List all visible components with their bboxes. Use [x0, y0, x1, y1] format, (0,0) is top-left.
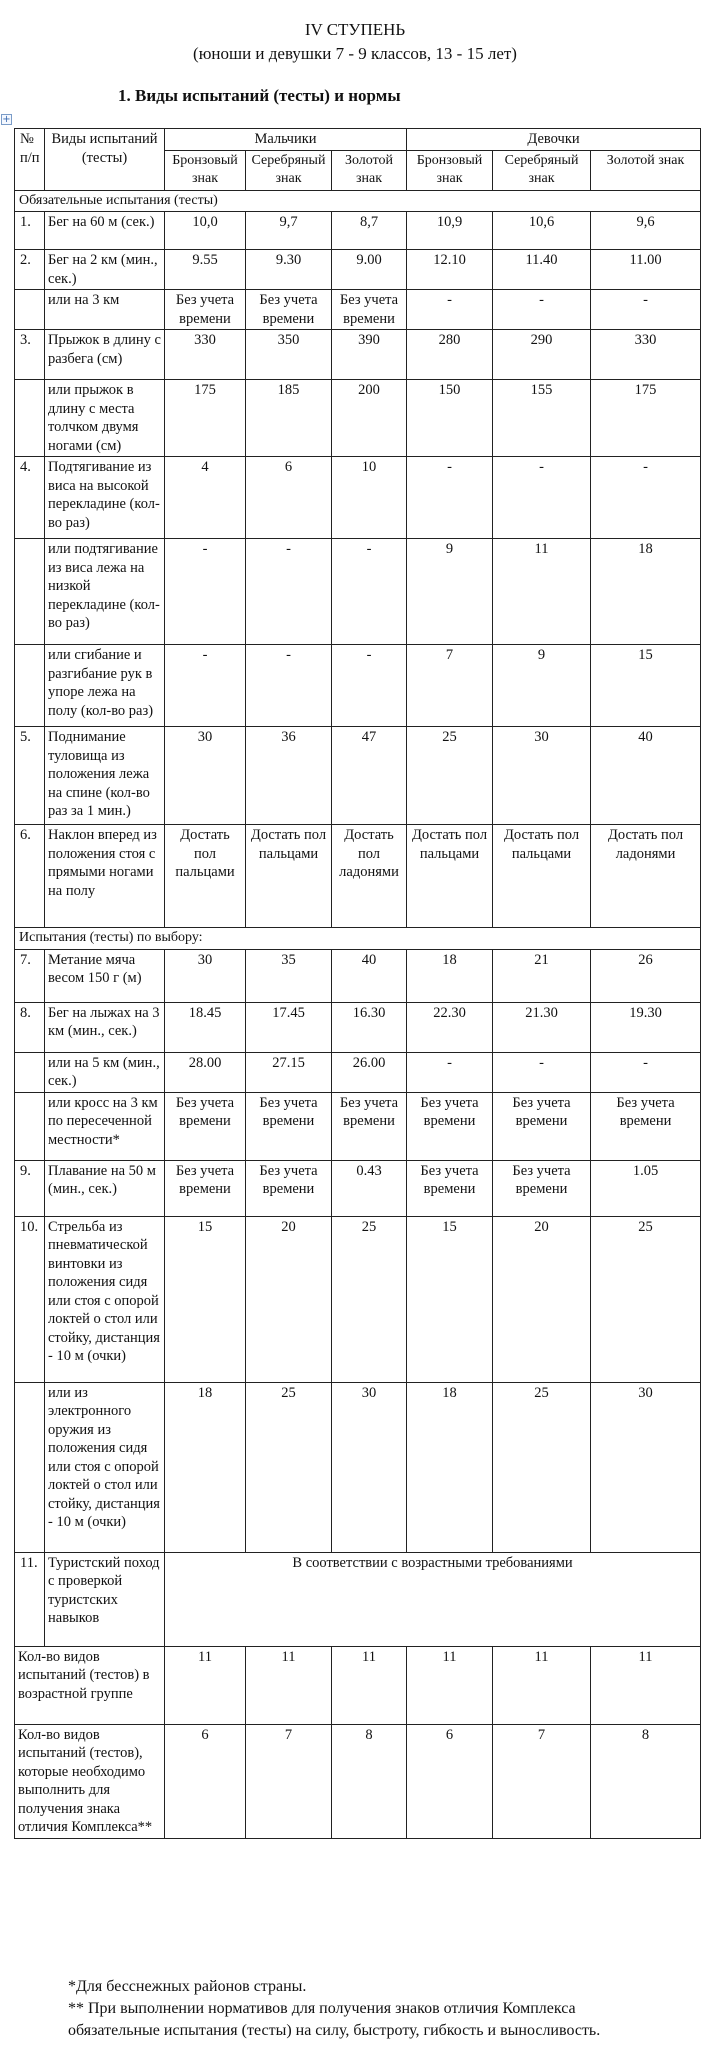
table-row — [15, 1382, 701, 1552]
norm-value: Без учета времени — [246, 1160, 332, 1216]
norm-value: 40 — [332, 949, 407, 1002]
norm-value: Без учета времени — [407, 1092, 493, 1160]
footnotes — [68, 1976, 600, 2042]
norm-value: 20 — [246, 1216, 332, 1382]
norm-value: 185 — [246, 380, 332, 457]
row-number — [15, 290, 45, 330]
count-required-row — [15, 1724, 701, 1838]
row-number: 8. — [15, 1002, 45, 1052]
page-subtitle: (юноши и девушки 7 - 9 классов, 13 - 15 лет) — [193, 44, 517, 63]
norm-value: 9,6 — [591, 212, 701, 250]
norm-value: Без учета времени — [165, 1160, 246, 1216]
test-name: или из электронного оружия из положения сидя или стоя с опорой локтей о стол или стойку, дистанция - 10 м (очки) — [45, 1382, 165, 1552]
table-row — [15, 457, 701, 539]
count-total-row — [15, 1646, 701, 1724]
row-number — [15, 1092, 45, 1160]
norm-value: Без учета времени — [407, 1160, 493, 1216]
norm-value: 7 — [407, 645, 493, 727]
count-value: 8 — [332, 1724, 407, 1838]
section-optional: Испытания (тесты) по выбору: — [15, 928, 701, 950]
norm-value: - — [591, 1052, 701, 1092]
row-number: 11. — [15, 1552, 45, 1646]
norm-value: 4 — [165, 457, 246, 539]
norm-value: 30 — [332, 1382, 407, 1552]
norms-table — [14, 128, 701, 1839]
norm-value: 20 — [493, 1216, 591, 1382]
norm-value: 10,9 — [407, 212, 493, 250]
test-name: Наклон вперед из положения стоя с прямыми ногами на полу — [45, 825, 165, 928]
norm-value: Без учета времени — [332, 290, 407, 330]
section-heading: 1. Виды испытаний (тесты) и нормы — [118, 86, 401, 105]
table-row — [15, 539, 701, 645]
count-value: 8 — [591, 1724, 701, 1838]
norm-value: 16.30 — [332, 1002, 407, 1052]
test-name: Туристский поход с проверкой туристских навыков — [45, 1552, 165, 1646]
test-name: Поднимание туловища из положения лежа на спине (кол-во раз за 1 мин.) — [45, 727, 165, 825]
norm-value: 10,6 — [493, 212, 591, 250]
norm-value: 15 — [591, 645, 701, 727]
row-number: 5. — [15, 727, 45, 825]
table-row — [15, 1002, 701, 1052]
norm-value: 9,7 — [246, 212, 332, 250]
norm-value: 9 — [407, 539, 493, 645]
norm-value: 25 — [246, 1382, 332, 1552]
section-row — [15, 190, 701, 212]
section-mandatory: Обязательные испытания (тесты) — [15, 190, 701, 212]
norm-value: 9.30 — [246, 250, 332, 290]
test-name: или кросс на 3 км по пересеченной местности* — [45, 1092, 165, 1160]
page-title: IV СТУПЕНЬ — [304, 20, 406, 39]
norm-value: 290 — [493, 330, 591, 380]
norm-value: Достать пол пальцами — [246, 825, 332, 928]
norm-value: - — [332, 645, 407, 727]
norm-value: 21.30 — [493, 1002, 591, 1052]
norm-value: 9.00 — [332, 250, 407, 290]
norm-value: 15 — [407, 1216, 493, 1382]
test-name: или на 5 км (мин., сек.) — [45, 1052, 165, 1092]
footnote-2-line-2: обязательные испытания (тесты) на силу, быстроту, гибкость и выносливость. — [68, 2022, 601, 2039]
test-name: или на 3 км — [45, 290, 165, 330]
header-boys-bronze: Бронзовый знак — [165, 150, 246, 190]
count-value: 6 — [165, 1724, 246, 1838]
norm-value: - — [407, 290, 493, 330]
header-girls-bronze: Бронзовый знак — [407, 150, 493, 190]
norm-value: Без учета времени — [493, 1092, 591, 1160]
norm-value: 22.30 — [407, 1002, 493, 1052]
norm-value: 200 — [332, 380, 407, 457]
header-tests: Виды испытаний (тесты) — [45, 129, 165, 191]
row-number: 3. — [15, 330, 45, 380]
norm-value: 18 — [165, 1382, 246, 1552]
count-value: 11 — [407, 1646, 493, 1724]
norm-value: - — [591, 457, 701, 539]
norm-value: Без учета времени — [246, 290, 332, 330]
norm-value: 0.43 — [332, 1160, 407, 1216]
row-number — [15, 380, 45, 457]
norm-value: Без учета времени — [165, 290, 246, 330]
norm-value: 47 — [332, 727, 407, 825]
norm-value: 26.00 — [332, 1052, 407, 1092]
norm-value: Без учета времени — [591, 1092, 701, 1160]
test-name: или прыжок в длину с места толчком двумя ногами (см) — [45, 380, 165, 457]
section-row — [15, 928, 701, 950]
norm-value: 25 — [591, 1216, 701, 1382]
count-value: 6 — [407, 1724, 493, 1838]
norm-value: 28.00 — [165, 1052, 246, 1092]
table-move-handle-icon[interactable]: + — [2, 114, 11, 125]
row-number: 6. — [15, 825, 45, 928]
count-value: 11 — [165, 1646, 246, 1724]
norm-value: 18 — [407, 1382, 493, 1552]
norm-value: 280 — [407, 330, 493, 380]
table-row — [15, 212, 701, 250]
test-name: Метание мяча весом 150 г (м) — [45, 949, 165, 1002]
table-row — [15, 1092, 701, 1160]
norm-value: Достать пол пальцами — [493, 825, 591, 928]
count-value: 11 — [332, 1646, 407, 1724]
norm-value: 9 — [493, 645, 591, 727]
table-row — [15, 949, 701, 1002]
norm-value: Достать пол ладонями — [332, 825, 407, 928]
table-row — [15, 727, 701, 825]
norm-value: Без учета времени — [332, 1092, 407, 1160]
row-number — [15, 645, 45, 727]
norm-value: 10 — [332, 457, 407, 539]
count-value: 11 — [591, 1646, 701, 1724]
table-row — [15, 290, 701, 330]
norm-value: 330 — [591, 330, 701, 380]
norm-value: 40 — [591, 727, 701, 825]
norm-value: 10,0 — [165, 212, 246, 250]
row-number: 7. — [15, 949, 45, 1002]
count-value: 7 — [246, 1724, 332, 1838]
header-boys: Мальчики — [165, 129, 407, 151]
table-row — [15, 645, 701, 727]
norm-value: Достать пол ладонями — [591, 825, 701, 928]
norm-value: 25 — [493, 1382, 591, 1552]
row-number: 10. — [15, 1216, 45, 1382]
norm-value: 11 — [493, 539, 591, 645]
test-name: Бег на 60 м (сек.) — [45, 212, 165, 250]
norm-value: 30 — [493, 727, 591, 825]
norm-value: 19.30 — [591, 1002, 701, 1052]
table-row — [15, 1052, 701, 1092]
test-name: Плавание на 50 м (мин., сек.) — [45, 1160, 165, 1216]
norm-value: 15 — [165, 1216, 246, 1382]
norm-value: 8,7 — [332, 212, 407, 250]
row-number — [15, 1382, 45, 1552]
row-number: 4. — [15, 457, 45, 539]
norm-value: 350 — [246, 330, 332, 380]
test-name: Подтягивание из виса на высокой перекладине (кол-во раз) — [45, 457, 165, 539]
norm-value: 26 — [591, 949, 701, 1002]
norm-value: 21 — [493, 949, 591, 1002]
test-name: или подтягивание из виса лежа на низкой перекладине (кол-во раз) — [45, 539, 165, 645]
table-row — [15, 1552, 701, 1646]
norm-value: 30 — [165, 727, 246, 825]
norm-value: - — [407, 457, 493, 539]
count-value: 11 — [246, 1646, 332, 1724]
norm-value: - — [591, 290, 701, 330]
table-row — [15, 1160, 701, 1216]
norm-value: - — [246, 539, 332, 645]
norm-value: Без учета времени — [165, 1092, 246, 1160]
norm-value: Без учета времени — [493, 1160, 591, 1216]
footnote-1: *Для бесснежных районов страны. — [68, 1978, 307, 1995]
norm-value: 11.40 — [493, 250, 591, 290]
test-name: Прыжок в длину с разбега (см) — [45, 330, 165, 380]
table-row — [15, 825, 701, 928]
table-row — [15, 330, 701, 380]
norm-value: 150 — [407, 380, 493, 457]
row-number — [15, 539, 45, 645]
count-label: Кол-во видов испытаний (тестов) в возрастной группе — [15, 1646, 165, 1724]
norm-value: Достать пол пальцами — [165, 825, 246, 928]
norm-value: Достать пол пальцами — [407, 825, 493, 928]
header-boys-gold: Золотой знак — [332, 150, 407, 190]
norm-value: 12.10 — [407, 250, 493, 290]
norm-value: 390 — [332, 330, 407, 380]
table-row — [15, 250, 701, 290]
norm-value: 6 — [246, 457, 332, 539]
norm-value: 35 — [246, 949, 332, 1002]
norm-value: 175 — [591, 380, 701, 457]
norm-value: - — [493, 457, 591, 539]
norm-value: 155 — [493, 380, 591, 457]
norm-value: - — [407, 1052, 493, 1092]
count-value: 11 — [493, 1646, 591, 1724]
norm-value: - — [493, 1052, 591, 1092]
test-name: Бег на лыжах на 3 км (мин., сек.) — [45, 1002, 165, 1052]
norm-value: 30 — [165, 949, 246, 1002]
norm-value: Без учета времени — [246, 1092, 332, 1160]
norm-value: 30 — [591, 1382, 701, 1552]
norm-value: 18 — [591, 539, 701, 645]
norm-value: 17.45 — [246, 1002, 332, 1052]
row-number — [15, 1052, 45, 1092]
norm-value: 36 — [246, 727, 332, 825]
norm-value: 27.15 — [246, 1052, 332, 1092]
norm-value: 1.05 — [591, 1160, 701, 1216]
norm-value: - — [332, 539, 407, 645]
footnote-2-line-1: ** При выполнении нормативов для получения знаков отличия Комплекса — [68, 2000, 576, 2017]
header-girls-gold: Золотой знак — [591, 150, 701, 190]
norm-value: - — [246, 645, 332, 727]
table-row — [15, 1216, 701, 1382]
header-girls: Девочки — [407, 129, 701, 151]
age-requirements-note: В соответствии с возрастными требованиями — [165, 1552, 701, 1646]
header-boys-silver: Серебряный знак — [246, 150, 332, 190]
norm-value: 18 — [407, 949, 493, 1002]
test-name: Стрельба из пневматической винтовки из положения сидя или стоя с опорой локтей о стол или стойку, дистанция - 10 м (очки) — [45, 1216, 165, 1382]
row-number: 9. — [15, 1160, 45, 1216]
norm-value: - — [493, 290, 591, 330]
norm-value: - — [165, 645, 246, 727]
count-label: Кол-во видов испытаний (тестов), которые необходимо выполнить для получения знака отличия Комплекса** — [15, 1724, 165, 1838]
norm-value: 11.00 — [591, 250, 701, 290]
table-row — [15, 380, 701, 457]
header-num: № п/п — [15, 129, 45, 191]
norm-value: 330 — [165, 330, 246, 380]
norm-value: 18.45 — [165, 1002, 246, 1052]
test-name: Бег на 2 км (мин., сек.) — [45, 250, 165, 290]
norm-value: 9.55 — [165, 250, 246, 290]
count-value: 7 — [493, 1724, 591, 1838]
norm-value: - — [165, 539, 246, 645]
norm-value: 25 — [407, 727, 493, 825]
header-girls-silver: Серебряный знак — [493, 150, 591, 190]
row-number: 2. — [15, 250, 45, 290]
norm-value: 175 — [165, 380, 246, 457]
test-name: или сгибание и разгибание рук в упоре лежа на полу (кол-во раз) — [45, 645, 165, 727]
norm-value: 25 — [332, 1216, 407, 1382]
row-number: 1. — [15, 212, 45, 250]
